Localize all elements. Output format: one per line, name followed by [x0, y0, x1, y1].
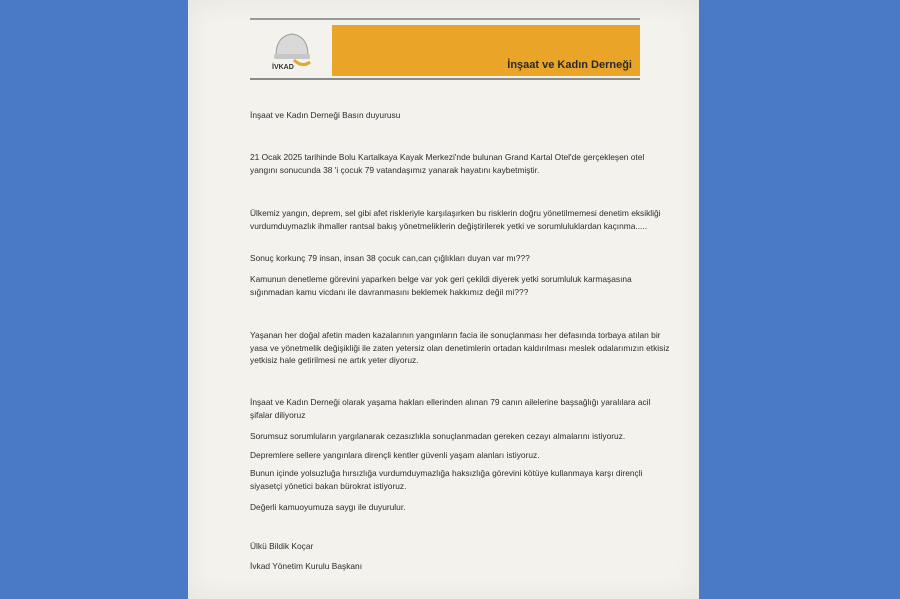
paragraph-10: Değerli kamuoyumuza saygı ile duyurulur. — [250, 502, 406, 512]
letter-heading: İnşaat ve Kadın Derneği Basın duyurusu — [250, 110, 401, 120]
paragraph-7: Sorumsuz sorumluların yargılanarak cezasızlıkla sonuçlanmadan gereken cezayı almalarını istiyoruz. — [250, 431, 626, 441]
signature-title: İvkad Yönetim Kurulu Başkanı — [250, 561, 363, 571]
top-rule — [250, 18, 640, 20]
paragraph-6: İnşaat ve Kadın Derneği olarak yaşama hakları ellerinden alınan 79 canın ailelerine başsağlığı yaralılara acil şifalar diliyoruz — [250, 397, 651, 420]
paragraph-3: Sonuç korkunç 79 insan, insan 38 çocuk can,can çığlıkları duyan var mı??? — [250, 253, 530, 263]
paragraph-1: 21 Ocak 2025 tarihinde Bolu Kartalkaya Kayak Merkezi'nde bulunan Grand Kartal Otel'de gerçekleşen otel yangını sonucunda 38 'i çocuk 79 vatandaşımız yanarak hayatını kaybetmiştir. — [250, 152, 645, 175]
signature-name: Ülkü Bildik Koçar — [250, 541, 314, 551]
letter-page — [188, 0, 699, 599]
orange-banner — [332, 25, 640, 76]
banner-title: İnşaat ve Kadın Derneği — [507, 59, 632, 71]
paragraph-8: Depremlere sellere yangınlara dirençli kentler güvenli yaşam alanları istiyoruz. — [250, 450, 540, 460]
letterhead — [250, 18, 640, 80]
bottom-rule — [250, 78, 640, 80]
paragraph-2: Ülkemiz yangın, deprem, sel gibi afet riskleriyle karşılaşırken bu risklerin doğru yönetilmemesi denetim eksikliği vurdumduymazlık ihmaller rantsal bakış yönetmeliklerin değiştirilerek yetki ve sorumluluklardan kaçınma..... — [250, 208, 661, 231]
logo-text: İVKAD — [272, 64, 294, 71]
paragraph-4: Kamunun denetleme görevini yaparken belge var yok geri çekildi diyerek yetki sorumluluk karmaşasına sığınmadan kamu vicdanı ile davranmasını beklemek hakkımız değil mi??? — [250, 274, 632, 297]
paragraph-9: Bunun içinde yolsuzluğa hırsızlığa vurdumduymazlığa haksızlığa görevini kötüye kullanmaya karşı dirençli siyasetçi yönetici bakan bürokrat istiyoruz. — [250, 468, 643, 491]
paragraph-5: Yaşanan her doğal afetin maden kazalarının yangınların facia ile sonuçlanması her defasında torbaya atılan bir yasa ve yönetmelik değişikliği ile zaten yetersiz olan denetimlerin ortadan kaldırılması meslek odalarımızın etkisiz yetkisiz hale getirilmesi ne artık yeter diyoruz. — [250, 330, 670, 366]
